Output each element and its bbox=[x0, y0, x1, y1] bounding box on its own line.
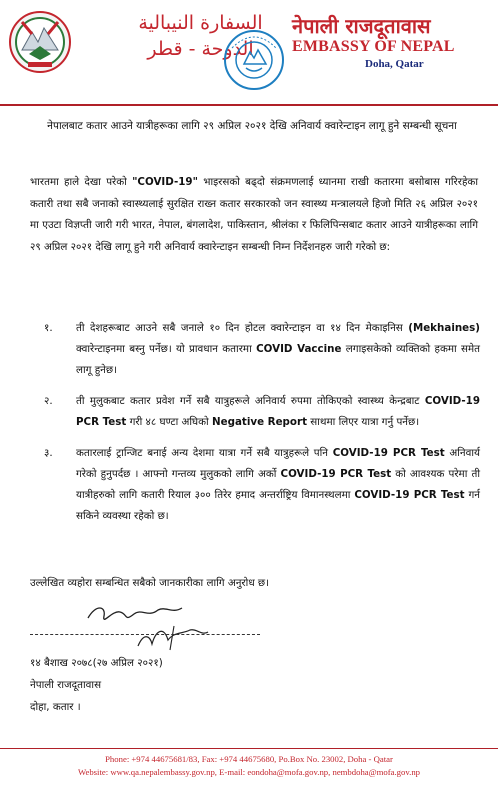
directive-bold: COVID-19 PCR Test bbox=[280, 468, 392, 480]
directive-text: को आवश्यक परेमा ती यात्रीहरुको लागि कतारी रियाल ३०० तिरेर हमाद अन्तर्राष्ट्रिय विमानस्थलमा bbox=[76, 468, 480, 501]
intro-covid-term: "COVID-19" bbox=[132, 176, 198, 188]
directive-text: कतारलाई ट्रान्जिट बनाई अन्य देशमा यात्रा गर्ने सबै यात्रुहरूले पनि bbox=[76, 447, 333, 459]
embassy-city: Doha, Qatar bbox=[365, 58, 424, 70]
directive-text: गरी ४८ घण्टा अघिको bbox=[126, 416, 212, 428]
handwritten-signature bbox=[78, 596, 228, 654]
directive-text: साथमा लिएर यात्रा गर्नु पर्नेछ। bbox=[307, 416, 420, 428]
footer-web: Website: www.qa.nepalembassy.gov.np, E-mail: eondoha@mofa.gov.np, nembdoha@mofa.gov.np bbox=[77, 767, 421, 777]
notice-date: १४ बैशाख २०७८(२७ अप्रिल २०२१) bbox=[30, 657, 163, 669]
directive-text: लगाइसकेको व्यक्तिको हकमा समेत लागू हुनेछ। bbox=[76, 343, 481, 376]
footer-divider bbox=[0, 748, 498, 749]
directive-number: २. bbox=[44, 395, 53, 407]
directive-list bbox=[30, 318, 480, 537]
arabic-line-1: السفارة النيبالية bbox=[138, 12, 263, 34]
signature-line bbox=[30, 634, 260, 635]
directive-bold: COVID Vaccine bbox=[256, 343, 342, 355]
directive-text: ती देशहरूबाट आउने सबै जनाले १० दिन होटल क्वारेन्टाइन वा १४ दिन मेकाइनिस bbox=[76, 322, 409, 334]
intro-text-a: भारतमा हाले देखा परेको bbox=[30, 176, 133, 188]
directive-bold: COVID-19 PCR Test bbox=[332, 447, 445, 459]
directive-bold: COVID-19 PCR Test bbox=[354, 489, 465, 501]
footer bbox=[0, 753, 498, 779]
signature-block bbox=[30, 652, 163, 718]
issuing-place: दोहा, कतार । bbox=[30, 701, 81, 713]
directive-text: अनिवार्य गरेको हुनुपर्दछ । आफ्नो गन्तव्य मुलुकको लागि अर्को bbox=[76, 447, 480, 480]
directive-number: १. bbox=[44, 322, 53, 334]
intro-paragraph bbox=[30, 172, 478, 258]
embassy-seal-icon bbox=[222, 28, 286, 92]
directive-bold: COVID-19 PCR Test bbox=[76, 395, 480, 428]
directive-bold: (Mekhaines) bbox=[408, 322, 480, 334]
issuing-office: नेपाली राजदूतावास bbox=[30, 679, 102, 691]
directive-number: ३. bbox=[44, 447, 53, 459]
directive-item bbox=[30, 391, 480, 433]
english-embassy-title: EMBASSY OF NEPAL bbox=[292, 38, 455, 55]
directive-text: गर्न सकिने व्यवस्था रहेको छ। bbox=[76, 489, 480, 522]
letterhead bbox=[0, 0, 498, 100]
directive-text: क्वारेन्टाइनमा बस्नु पर्नेछ। यो प्रावधान कतारमा bbox=[76, 343, 257, 355]
nepal-emblem-icon bbox=[8, 10, 72, 74]
intro-text-b: भाइरसको बढ्दो संक्रमणलाई ध्यानमा राखी कतारमा बसोबास गरिरहेका कतारी तथा सबै जनाको स्वास्थ्यलाई सुरक्षित राख्न कतार सरकारको जन स्वास्थ्य मन्त्रालयले हिजो मिति २६ अप्रिल २०२१ मा एउटा विज्ञप्ती जारी गरी भारत, नेपाल, बंगलादेश, पाकिस्तान, श्रीलंका र फिलिपिन्सबाट कतार आउने यात्रीहरूका लागि २९ अप्रिल २०२१ देखि लागू हुने गरी अनिवार्य क्वारेन्टाइन सम्बन्धी निम्न निर्देशनहरु जारी गरेको छ: bbox=[30, 176, 478, 253]
header-divider bbox=[0, 104, 498, 106]
footer-contact: Phone: +974 44675681/83, Fax: +974 44675680, Po.Box No. 23002, Doha - Qatar bbox=[105, 754, 393, 764]
directive-item bbox=[30, 443, 480, 527]
arabic-line-2: الدوحة - قطر bbox=[147, 38, 254, 60]
nepali-embassy-title: नेपाली राजदूतावास bbox=[292, 14, 431, 38]
notice-subject: नेपालबाट कतार आउने यात्रीहरूका लागि २९ अप्रिल २०२१ देखि अनिवार्य क्वारेन्टाइन लागू हुने सम्बन्धी सूचना bbox=[47, 120, 457, 132]
directive-bold: Negative Report bbox=[211, 416, 307, 428]
directive-text: ती मुलुकबाट कतार प्रवेश गर्ने सबै यात्रुहरूले अनिवार्य रुपमा तोकिएको स्वास्थ्य केन्द्रबाट bbox=[76, 395, 425, 407]
closing-request: उल्लेखित व्यहोरा सम्बन्धित सबैको जानकारीका लागि अनुरोध छ। bbox=[30, 577, 270, 589]
directive-item bbox=[30, 318, 480, 381]
